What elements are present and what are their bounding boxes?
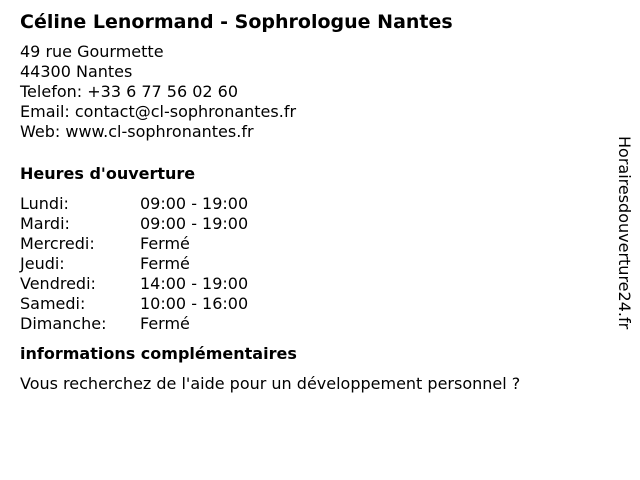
hours-row-monday — [20, 194, 600, 214]
hours-day: Samedi: — [20, 294, 86, 313]
hours-row-sunday — [20, 314, 600, 334]
hours-row-friday — [20, 274, 600, 294]
business-card — [20, 10, 600, 394]
hours-time: 09:00 - 19:00 — [140, 194, 249, 213]
hours-day: Mardi: — [20, 214, 70, 233]
hours-time: 09:00 - 19:00 — [140, 214, 249, 233]
hours-table — [20, 194, 600, 334]
info-text: Vous recherchez de l'aide pour un développement personnel ? — [20, 374, 521, 393]
hours-day: Jeudi: — [20, 254, 65, 273]
phone-line: Telefon: +33 6 77 56 02 60 — [20, 82, 239, 101]
hours-time: 14:00 - 19:00 — [140, 274, 249, 293]
page-title: Céline Lenormand - Sophrologue Nantes — [20, 11, 453, 33]
address-street: 49 rue Gourmette — [20, 42, 164, 61]
address-city: 44300 Nantes — [20, 62, 133, 81]
hours-day: Dimanche: — [20, 314, 107, 333]
hours-row-tuesday — [20, 214, 600, 234]
email-line: Email: contact@cl-sophronantes.fr — [20, 102, 297, 121]
hours-heading: Heures d'ouverture — [20, 164, 196, 183]
hours-time: 10:00 - 16:00 — [140, 294, 249, 313]
hours-time: Fermé — [140, 314, 190, 333]
hours-day: Lundi: — [20, 194, 69, 213]
hours-row-thursday — [20, 254, 600, 274]
web-line: Web: www.cl-sophronantes.fr — [20, 122, 254, 141]
info-heading: informations complémentaires — [20, 344, 297, 363]
hours-row-wednesday — [20, 234, 600, 254]
hours-row-saturday — [20, 294, 600, 314]
hours-time: Fermé — [140, 234, 190, 253]
hours-time: Fermé — [140, 254, 190, 273]
hours-day: Mercredi: — [20, 234, 95, 253]
site-watermark: Horairesdouverture24.fr — [615, 136, 634, 330]
hours-day: Vendredi: — [20, 274, 96, 293]
